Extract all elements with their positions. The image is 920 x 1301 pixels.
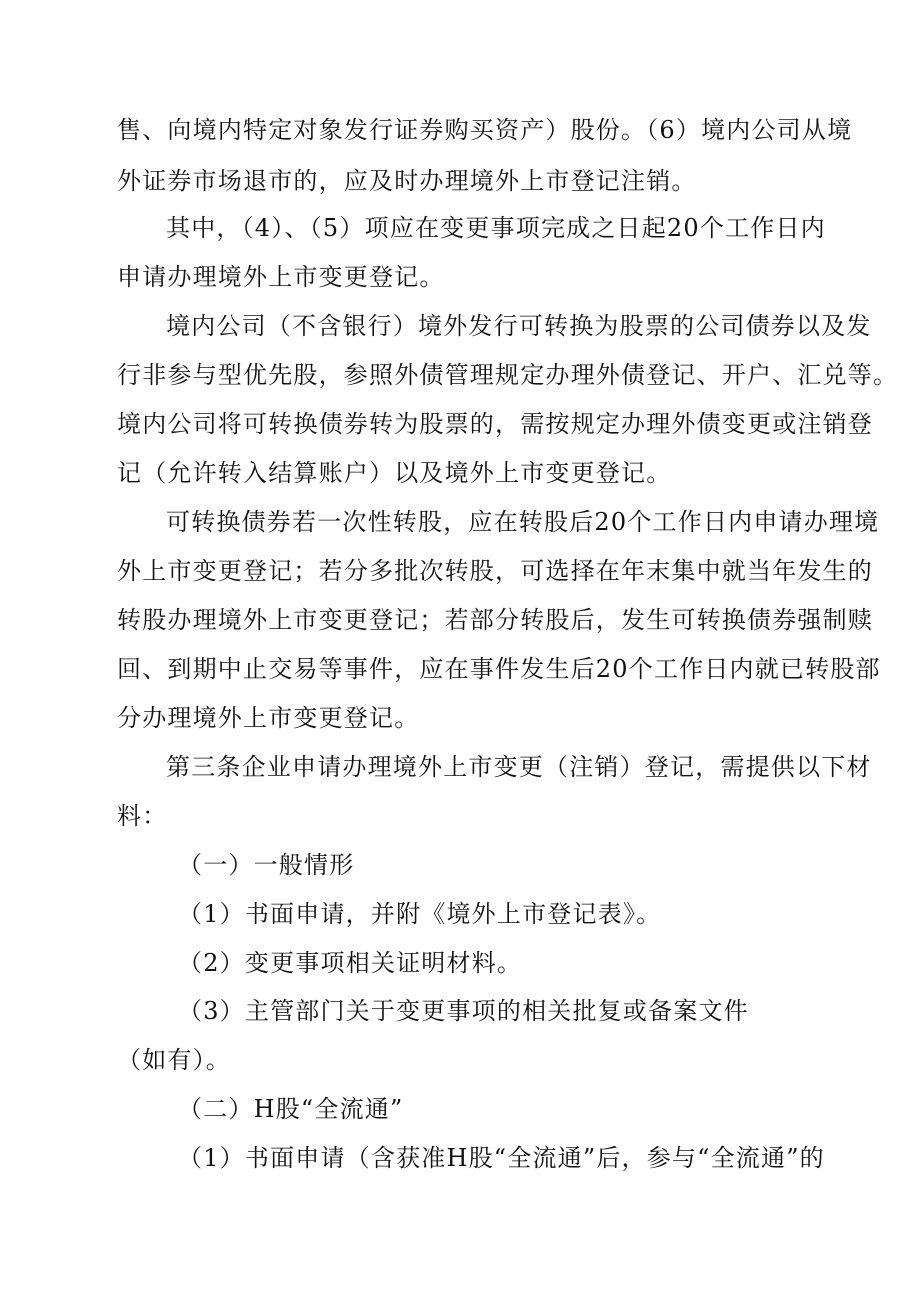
text-line: 分办理境外上市变更登记。 <box>117 704 420 732</box>
text-line: 转股办理境外上市变更登记；若部分转股后，发生可转换债券强制赎 <box>117 606 873 634</box>
text-line: 外上市变更登记；若分多批次转股，可选择在年末集中就当年发生的 <box>117 557 873 585</box>
section-heading: （一）一般情形 <box>178 851 355 879</box>
section-heading: （二）H股“全流通” <box>178 1095 404 1123</box>
text-line: 售、向境内特定对象发行证券购买资产）股份。（6）境内公司从境 <box>117 116 853 144</box>
text-line: 第三条企业申请办理境外上市变更（注销）登记，需提供以下材 <box>166 753 872 781</box>
text-line: 料： <box>117 802 168 830</box>
text-line: （1）书面申请（含获准H股“全流通”后，参与“全流通”的 <box>178 1144 825 1172</box>
text-line: （3）主管部门关于变更事项的相关批复或备案文件 <box>178 997 749 1025</box>
text-line: 申请办理境外上市变更登记。 <box>117 263 445 291</box>
text-line: （1）书面申请，并附《境外上市登记表》。 <box>178 900 662 928</box>
text-line: 记（允许转入结算账户）以及境外上市变更登记。 <box>117 459 672 487</box>
text-line: 回、到期中止交易等事件，应在事件发生后20个工作日内就已转股部 <box>117 655 881 683</box>
text-line: 其中，（4）、（5）项应在变更事项完成之日起20个工作日内 <box>166 214 826 242</box>
text-line: 外证券市场退市的，应及时办理境外上市登记注销。 <box>117 167 697 195</box>
text-line: （如有）。 <box>117 1046 231 1074</box>
text-line: 行非参与型优先股，参照外债管理规定办理外债登记、开户、汇兑等。 <box>117 361 899 389</box>
text-line: 可转换债券若一次性转股，应在转股后20个工作日内申请办理境 <box>166 508 880 536</box>
text-line: 境内公司将可转换债券转为股票的，需按规定办理外债变更或注销登 <box>117 410 873 438</box>
text-line: （2）变更事项相关证明材料。 <box>178 949 523 977</box>
text-line: 境内公司（不含银行）境外发行可转换为股票的公司债券以及发 <box>166 312 872 340</box>
